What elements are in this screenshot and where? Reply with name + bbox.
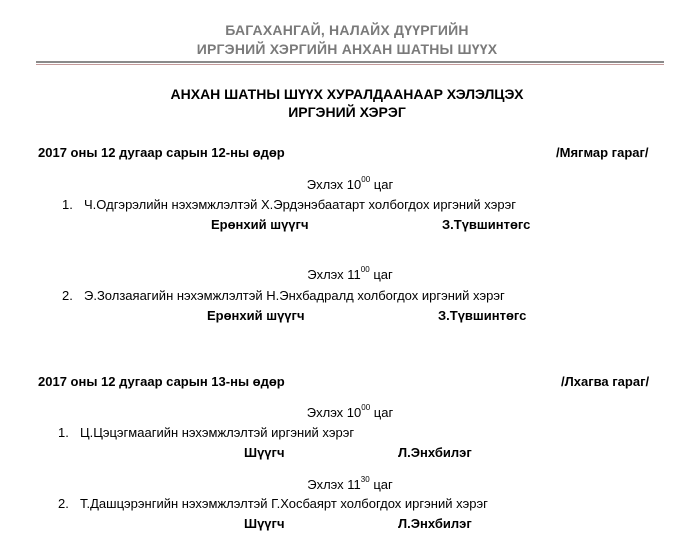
session-start-time: Эхлэх $10^{00}$ цаг bbox=[306, 403, 394, 420]
day-weekday: /Мягмар гараг/ bbox=[556, 145, 649, 160]
header-rule-bottom bbox=[36, 64, 664, 65]
judge-name: Л.Энхбилэг bbox=[398, 516, 472, 531]
judge-role: Шүүгч bbox=[244, 445, 285, 460]
case-list-item: 2. Э.Золзаяагийн нэхэмжлэлтэй Н.Энхбадралд холбогдох иргэний хэрэг bbox=[62, 288, 505, 303]
document-title-line1: АНХАН ШАТНЫ ШҮҮХ ХУРАЛДААНААР ХЭЛЭЛЦЭХ bbox=[170, 86, 524, 102]
session-start-time: Эхлэх $11^{30}$ цаг bbox=[307, 475, 393, 492]
judge-name: З.Түвшинтөгс bbox=[438, 308, 527, 323]
document-title-line2: ИРГЭНИЙ ХЭРЭГ bbox=[288, 104, 406, 120]
day-date: 2017 оны 12 дугаар сарын 12-ны өдөр bbox=[38, 145, 285, 160]
judge-name: З.Түвшинтөгс bbox=[442, 217, 531, 232]
case-list-item: 1. Ч.Одгэрэлийн нэхэмжлэлтэй Х.Эрдэнэбаатарт холбогдох иргэний хэрэг bbox=[62, 197, 516, 212]
court-name-line1: БАГАХАНГАЙ, НАЛАЙХ ДҮҮРГИЙН bbox=[225, 22, 469, 38]
session-start-time: Эхлэх $10^{00}$ цаг bbox=[306, 175, 394, 192]
session-start-time: Эхлэх $11^{00}$ цаг bbox=[307, 265, 393, 282]
day-date: 2017 оны 12 дугаар сарын 13-ны өдөр bbox=[38, 374, 285, 389]
judge-name: Л.Энхбилэг bbox=[398, 445, 472, 460]
case-list-item: 2. Т.Дашцэрэнгийн нэхэмжлэлтэй Г.Хосбаярт холбогдох иргэний хэрэг bbox=[58, 496, 488, 511]
judge-role: Ерөнхий шүүгч bbox=[211, 217, 309, 232]
day-weekday: /Лхагва гараг/ bbox=[561, 374, 650, 389]
case-list-item: 1. Ц.Цэцэгмаагийн нэхэмжлэлтэй иргэний хэрэг bbox=[58, 425, 355, 440]
header-rule-top bbox=[36, 61, 664, 63]
court-name-line2: ИРГЭНИЙ ХЭРГИЙН АНХАН ШАТНЫ ШҮҮХ bbox=[196, 41, 498, 57]
judge-role: Шүүгч bbox=[244, 516, 285, 531]
judge-role: Ерөнхий шүүгч bbox=[207, 308, 305, 323]
